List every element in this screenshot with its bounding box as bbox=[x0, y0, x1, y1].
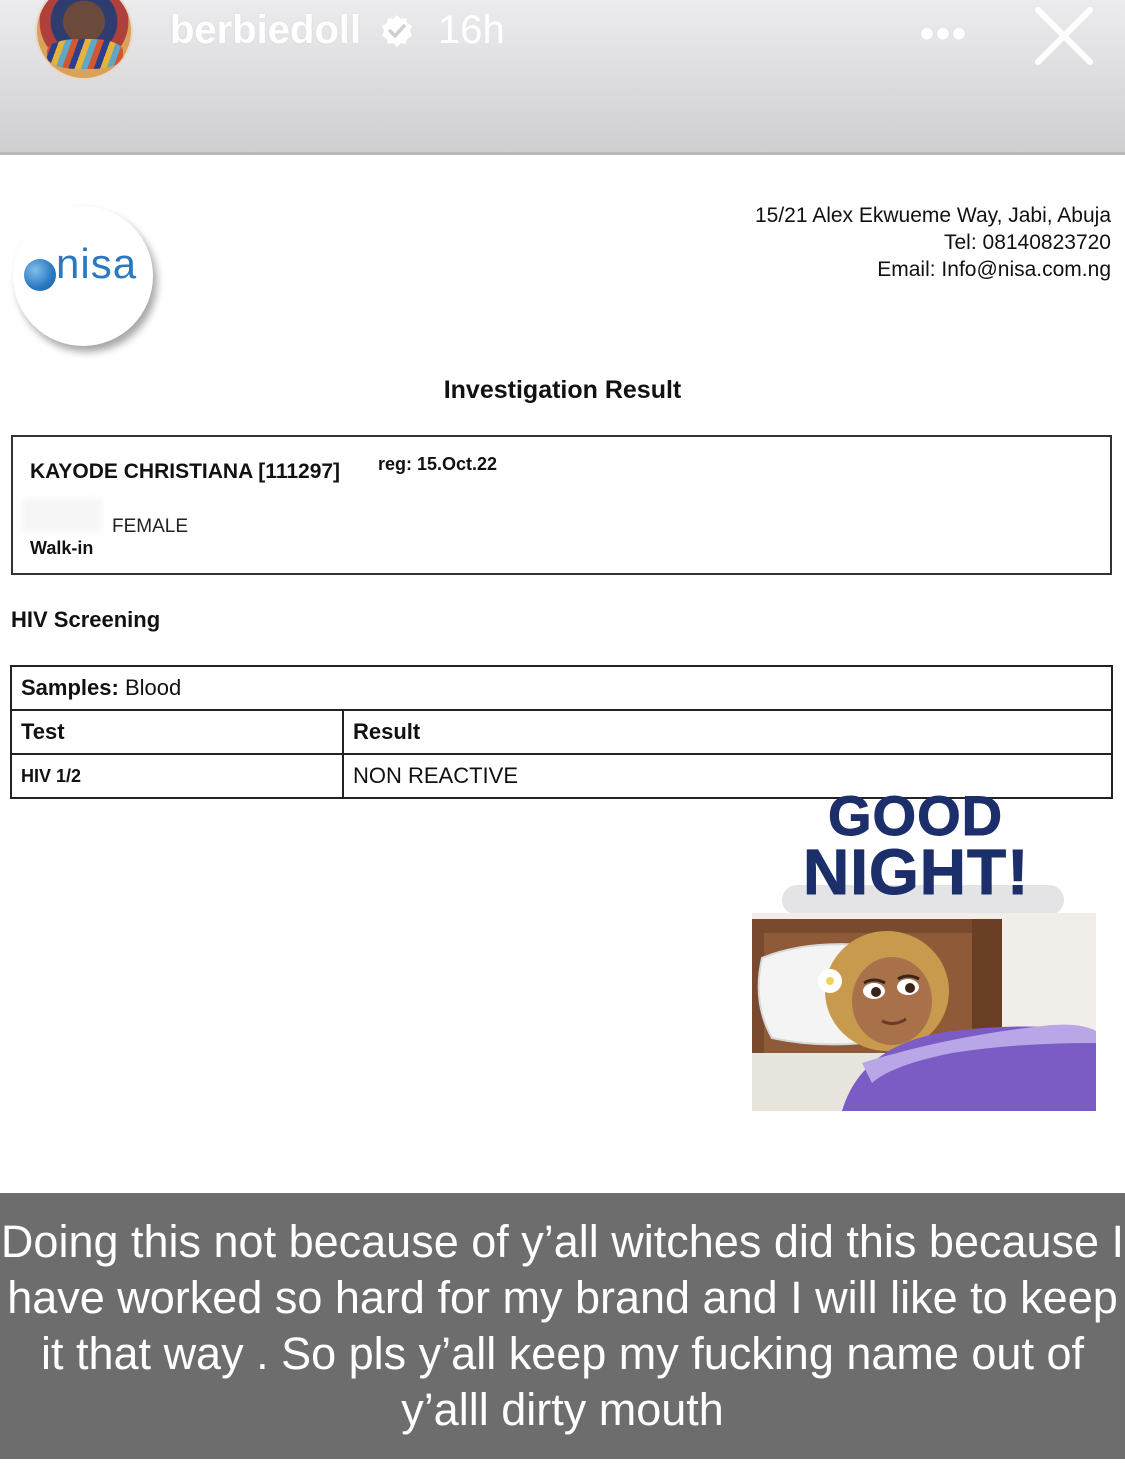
section-title: HIV Screening bbox=[11, 607, 161, 632]
patient-name: KAYODE CHRISTIANA [111297] bbox=[30, 460, 341, 483]
table-header-row bbox=[11, 710, 1112, 754]
samples-row bbox=[11, 666, 1112, 710]
globe-icon bbox=[24, 259, 56, 291]
patient-type: Walk-in bbox=[30, 538, 94, 558]
more-options-icon[interactable]: ••• bbox=[920, 12, 969, 56]
redacted-area bbox=[22, 498, 102, 532]
logo-text: nisa bbox=[56, 240, 138, 287]
verified-badge-icon bbox=[379, 13, 415, 49]
patient-gender: FEMALE bbox=[112, 516, 189, 537]
samples-cell bbox=[11, 666, 1112, 710]
sticker-text-night: NIGHT! bbox=[803, 836, 1030, 908]
address-line: 15/21 Alex Ekwueme Way, Jabi, Abuja bbox=[754, 204, 1111, 227]
result-cell: NON REACTIVE bbox=[343, 754, 1112, 798]
result-table bbox=[10, 665, 1113, 799]
samples-value: Blood bbox=[124, 675, 182, 700]
test-cell: HIV 1/2 bbox=[11, 754, 343, 798]
patient-info-box bbox=[11, 435, 1112, 575]
header-result: Result bbox=[343, 710, 1112, 754]
sticker-text-good: GOOD bbox=[828, 784, 1004, 847]
story-header bbox=[0, 0, 1125, 155]
username[interactable]: berbiedoll bbox=[170, 8, 362, 52]
bitmoji-sleeping-sticker[interactable] bbox=[752, 913, 1096, 1111]
email-line: Email: Info@nisa.com.ng bbox=[877, 258, 1111, 281]
header-test: Test bbox=[11, 710, 343, 754]
registration-date: reg: 15.Oct.22 bbox=[378, 454, 498, 474]
story-caption: Doing this not because of y’all witches did this because I have worked so hard for my brand and I will like to keep it that way . So pls y’all keep my fucking name out of y’alll dirty mouth bbox=[0, 1216, 1125, 1435]
phone-line: Tel: 08140823720 bbox=[944, 231, 1111, 254]
avatar[interactable] bbox=[35, 0, 133, 80]
post-time: 16h bbox=[438, 8, 505, 52]
clinic-address bbox=[755, 202, 1111, 283]
close-icon[interactable] bbox=[1030, 2, 1098, 70]
document-title: Investigation Result bbox=[443, 376, 682, 404]
samples-label: Samples: bbox=[21, 675, 119, 700]
